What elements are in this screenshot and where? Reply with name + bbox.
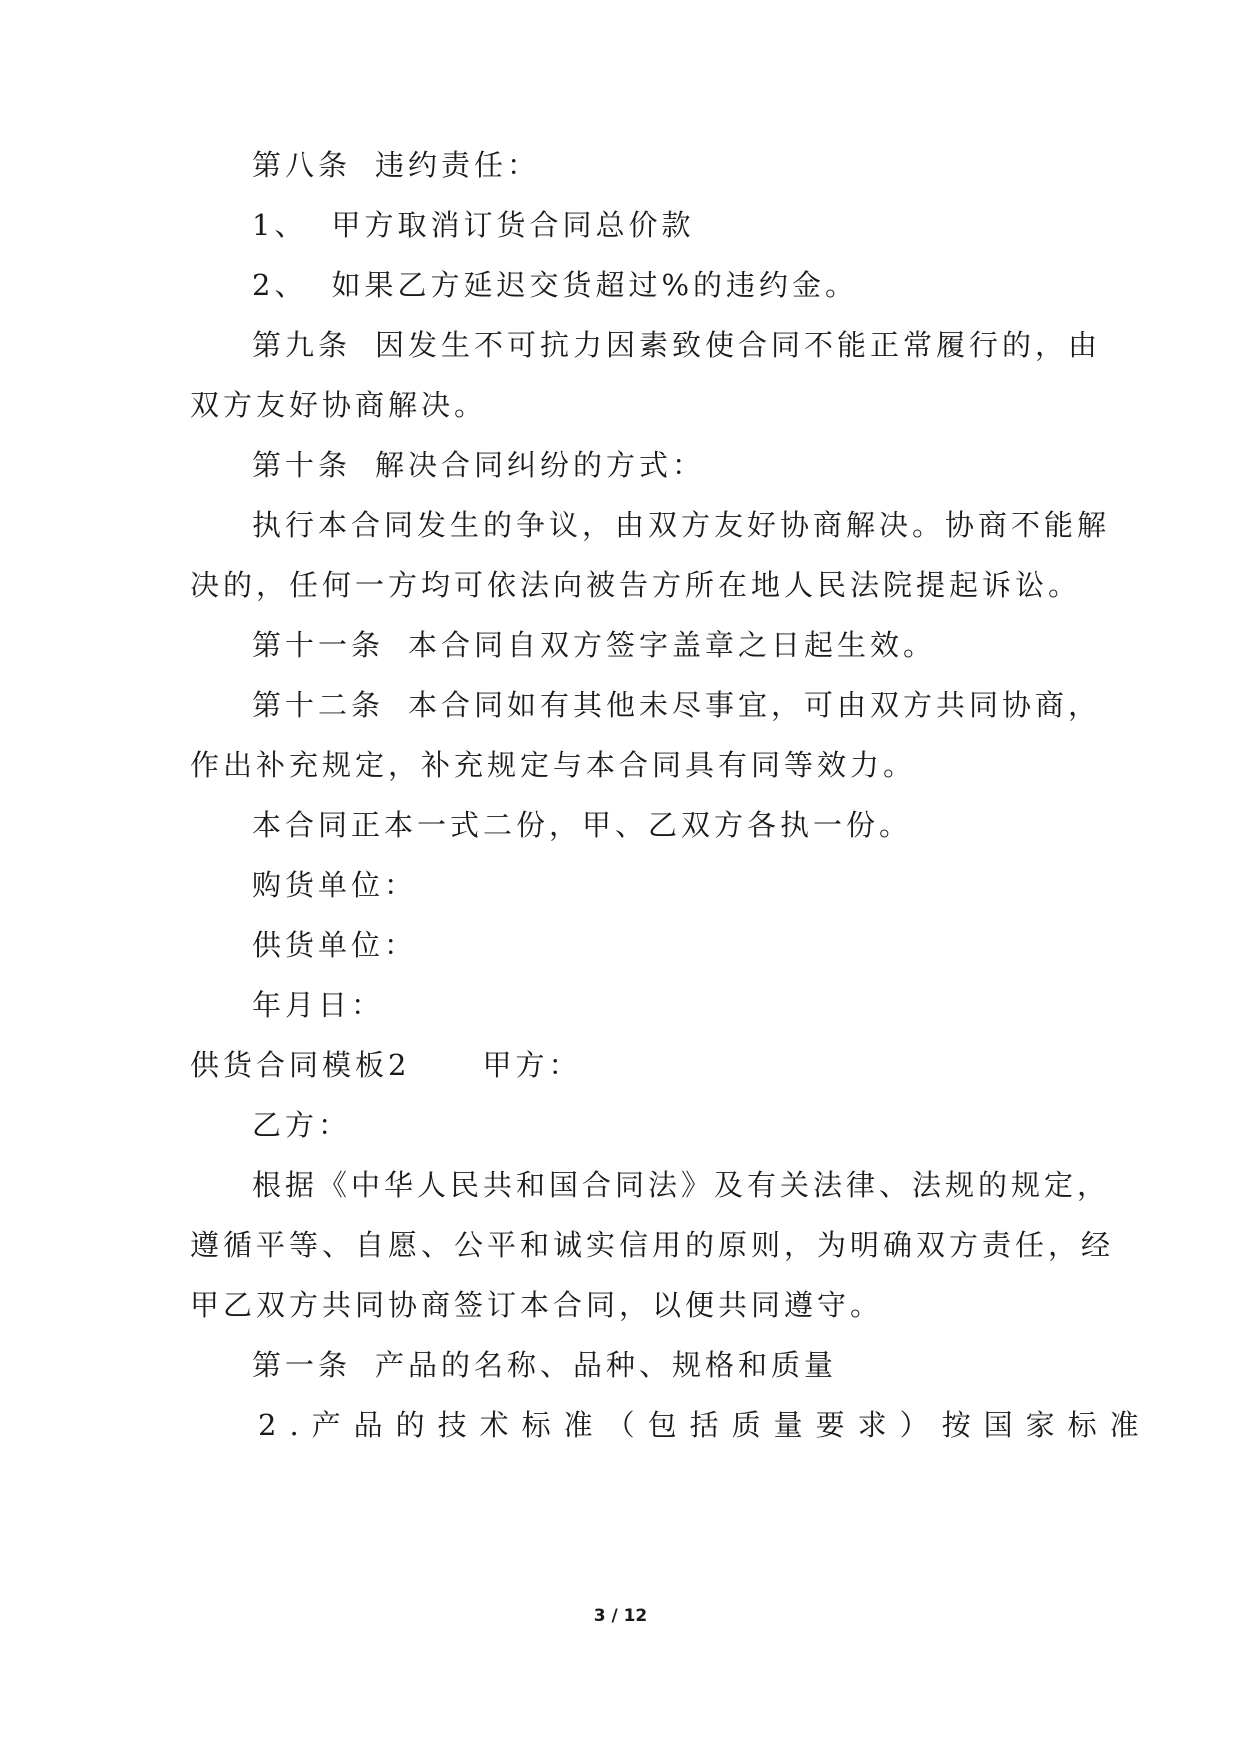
- article-10-body-line-1: 执行本合同发生的争议，由双方友好协商解决。协商不能解: [252, 508, 1111, 542]
- supplier-label: 供货单位：: [252, 928, 418, 962]
- article-11-title: 第十一条: [252, 628, 385, 662]
- item-1-number: 1、: [252, 208, 308, 242]
- party-b-label: 乙方：: [252, 1108, 352, 1142]
- preamble-line-2: 遵循平等、自愿、公平和诚实信用的原则，为明确双方责任，经: [190, 1228, 1115, 1262]
- article-12-text: 本合同如有其他未尽事宜，可由双方共同协商，: [408, 688, 1102, 722]
- template-2-article-1-title: 第一条: [252, 1348, 352, 1382]
- date-label: 年月日：: [252, 988, 385, 1022]
- article-12-title: 第十二条: [252, 688, 385, 722]
- article-10-body-line-2: 决的，任何一方均可依法向被告方所在地人民法院提起诉讼。: [190, 568, 1082, 602]
- page-number: 3 / 12: [593, 1606, 648, 1626]
- preamble-line-3: 甲乙双方共同协商签订本合同，以便共同遵守。: [190, 1288, 884, 1322]
- template-2-title: 供货合同模板2: [190, 1048, 411, 1082]
- article-8-title: 第八条: [252, 148, 352, 182]
- preamble-line-1: 根据《中华人民共和国合同法》及有关法律、法规的规定，: [252, 1168, 1111, 1202]
- article-8-text: 违约责任：: [375, 148, 541, 182]
- article-10-text: 解决合同纠纷的方式：: [375, 448, 706, 482]
- article-9-continuation: 双方友好协商解决。: [190, 388, 488, 422]
- template-2-article-1: [252, 1345, 837, 1385]
- article-8-item-1: [252, 205, 694, 245]
- item-1-text: 甲方取消订货合同总价款: [331, 208, 695, 242]
- buyer-label: 购货单位：: [252, 868, 418, 902]
- article-12-paragraph: [252, 685, 1101, 725]
- copies-clause: 本合同正本一式二份，甲、乙双方各执一份。: [252, 808, 913, 842]
- technical-standard-item: 2.产品的技术标准（包括质量要求）按国家标准: [258, 1408, 1152, 1442]
- article-11-text: 本合同自双方签字盖章之日起生效。: [408, 628, 937, 662]
- item-2-text: 如果乙方延迟交货超过%的违约金。: [331, 268, 859, 302]
- article-8-item-2: [252, 265, 858, 305]
- article-10-heading: [252, 445, 705, 485]
- article-9-paragraph: [252, 325, 1101, 365]
- article-10-title: 第十条: [252, 448, 352, 482]
- article-11-paragraph: [252, 625, 936, 665]
- article-9-text: 因发生不可抗力因素致使合同不能正常履行的，由: [375, 328, 1102, 362]
- article-12-continuation: 作出补充规定，补充规定与本合同具有同等效力。: [190, 748, 917, 782]
- article-8-heading: [252, 145, 540, 185]
- article-9-title: 第九条: [252, 328, 352, 362]
- item-2-number: 2、: [252, 268, 308, 302]
- party-a-label: 甲方：: [482, 1048, 582, 1082]
- template-2-article-1-text: 产品的名称、品种、规格和质量: [375, 1348, 838, 1382]
- template-2-heading: [190, 1045, 581, 1085]
